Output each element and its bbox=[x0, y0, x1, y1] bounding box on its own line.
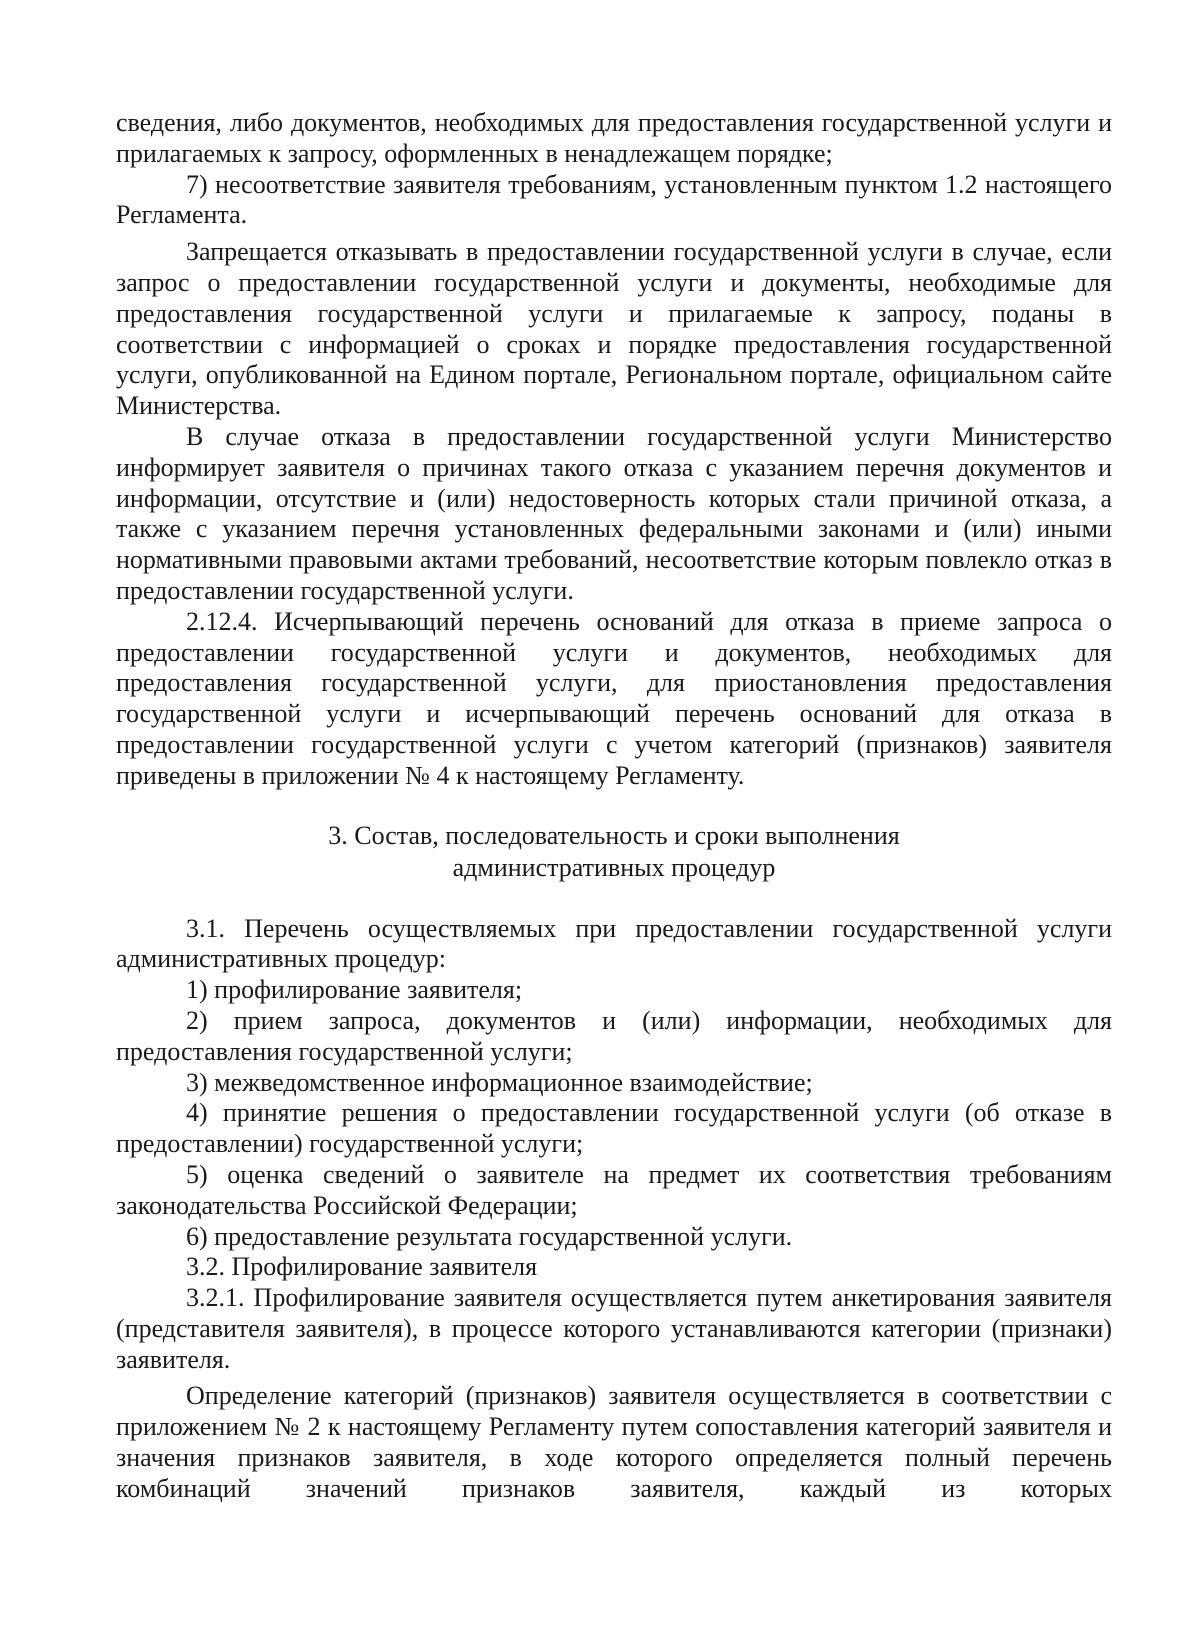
section-heading-line-1: 3. Состав, последовательность и сроки выполнения bbox=[328, 820, 900, 850]
list-item-5: 5) оценка сведений о заявителе на предмет их соответствия требованиям законодательства Российской Федерации; bbox=[116, 1159, 1112, 1220]
paragraph-3-1: 3.1. Перечень осуществляемых при предоставлении государственной услуги административных процедур: bbox=[116, 913, 1112, 974]
section-heading bbox=[116, 820, 1112, 884]
list-item-6: 6) предоставление результата государственной услуги. bbox=[186, 1221, 793, 1251]
list-item-7: 7) несоответствие заявителя требованиям, установленным пунктом 1.2 настоящего Регламента. bbox=[116, 169, 1112, 230]
section-heading-line-2: административных процедур bbox=[452, 852, 776, 882]
paragraph-continuation: сведения, либо документов, необходимых для предоставления государственной услуги и прилагаемых к запросу, оформленных в ненадлежащем порядке; bbox=[116, 108, 1112, 168]
list-item-3: 3) межведомственное информационное взаимодействие; bbox=[186, 1067, 813, 1097]
paragraph-category-definition: Определение категорий (признаков) заявителя осуществляется в соответствии с приложением № 2 к настоящему Регламенту путем сопоставления категорий заявителя и значения признаков заявителя, в ходе которого определяется полный перечень комбинаций значений признаков заявителя, каждый из которых bbox=[116, 1381, 1112, 1503]
document-body bbox=[116, 108, 1112, 1505]
paragraph-3-2-1: 3.2.1. Профилирование заявителя осуществляется путем анкетирования заявителя (представителя заявителя), в процессе которого устанавливаются категории (признаки) заявителя. bbox=[116, 1283, 1112, 1374]
list-item-1: 1) профилирование заявителя; bbox=[186, 975, 523, 1005]
list-item-4: 4) принятие решения о предоставлении государственной услуги (об отказе в предоставлении) государственной услуги; bbox=[116, 1098, 1112, 1159]
paragraph-refusal-notice: В случае отказа в предоставлении государственной услуги Министерство информирует заявителя о причинах такого отказа с указанием перечня документов и информации, отсутствие и (или) недостоверность которых стали причиной отказа, а также с указанием перечня установленных федеральными законами и (или) иными нормативными правовыми актами требований, несоответствие которым повлекло отказ в предоставлении государственной услуги. bbox=[116, 421, 1112, 605]
subsection-heading-3-2: 3.2. Профилирование заявителя bbox=[186, 1252, 538, 1282]
paragraph-2-12-4: 2.12.4. Исчерпывающий перечень оснований для отказа в приеме запроса о предоставлении государственной услуги и документов, необходимых для предоставления государственной услуги, для приостановления предоставления государственной услуги и исчерпывающий перечень оснований для отказа в предоставлении государственной услуги с учетом категорий (признаков) заявителя приведены в приложении № 4 к настоящему Регламенту. bbox=[116, 606, 1112, 790]
list-item-2: 2) прием запроса, документов и (или) информации, необходимых для предоставления государственной услуги; bbox=[116, 1005, 1112, 1066]
paragraph-prohibition: Запрещается отказывать в предоставлении государственной услуги в случае, если запрос о предоставлении государственной услуги и документы, необходимые для предоставления государственной услуги и прилагаемые к запросу, поданы в соответствии с информацией о сроках и порядке предоставления государственной услуги, опубликованной на Едином портале, Региональном портале, официальном сайте Министерства. bbox=[116, 237, 1112, 421]
